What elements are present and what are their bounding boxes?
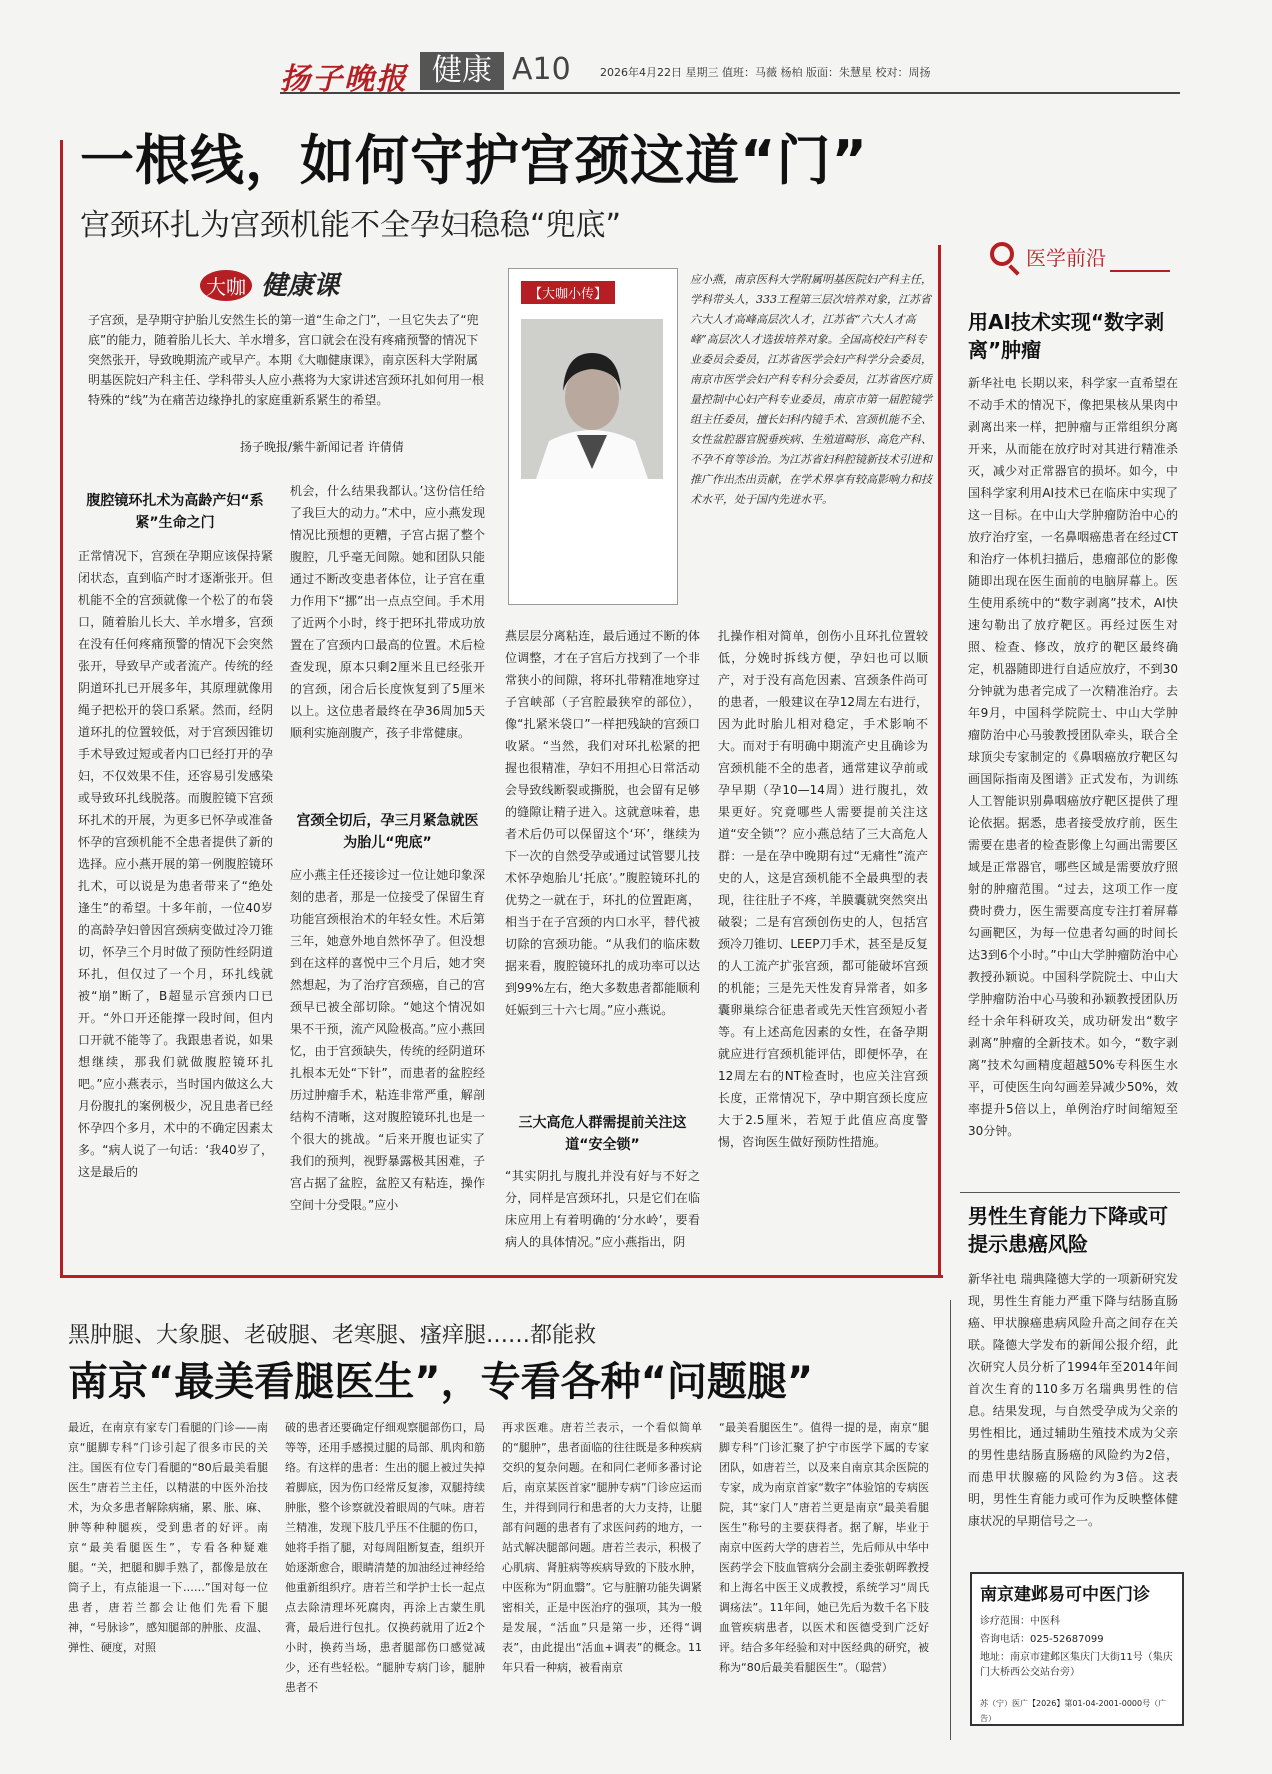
- portrait-label: 【大咖小传】: [521, 281, 615, 304]
- bottom-vertical-rule: [950, 1300, 951, 1740]
- sidebar-story-2-body: 新华社电 瑞典隆德大学的一项新研究发现，男性生育能力严重下降与结肠直肠癌、甲状腺癌患病风险升高之间存在关联。隆德大学发布的新闻公报介绍，此次研究人员分析了1994年至2014年间首次生育的110多万名瑞典男性的信息。结果发现，与自然受孕成为父亲的男性相比，通过辅助生殖技术成为父亲的男性患结肠直肠癌的风险约为2倍，而患甲状腺癌的风险约为3倍。这表明，男性生育能力或可作为反映整体健康状况的早期信号之一。: [968, 1272, 1178, 1528]
- second-column-3: 再求医难。唐若兰表示，一个看似简单的“腿肿”，患者面临的往往既是多种疾病交织的复杂问题。在和同仁老师多番讨论后，南京某医首家“腿肿专病”门诊应运而生，并得到同行和患者的大力支持，让腿部有问题的患者有了求医问药的地方，一站式解决腿部问题。唐若兰表示，积极了心肌病、肾脏病等疾病导致的下肢水肿，中医称为“阴血翳”。它与脏腑功能失调紧密相关，正是中医治疗的强项，其为一般是发展，“活血”只是第一步，还得“调表”，由此提出“活血+调表”的概念。11年只看一种病，被看南京: [502, 1421, 702, 1674]
- second-column-4: “最美看腿医生”。值得一提的是，南京“腿脚专科”门诊汇聚了护宁市医学下属的专家团队，如唐若兰，以及来自南京其余医院的专家，成为南京首家“数字”体验馆的专病医院，其“家门人”唐若兰更是南京“最美看腿医生”称号的主要获得者。据了解，毕业于南京中医药大学的唐若兰，先后师从中华中医药学会下肢血管病分会副主委张朝晖教授和上海名中医王义成教授，系统学习“周氏调疡法”。11年间，她已先后为数千名下肢血管疾病患者，以医术和医德受到广泛好评。结合多年经验和对中医经典的研究，被称为“80后最美看腿医生”。（聪营）: [719, 1421, 929, 1674]
- portrait-box: [508, 268, 678, 605]
- main-subhead: 宫颈环扎为宫颈机能不全孕妇稳稳“兜底”: [80, 208, 622, 243]
- section-subtitle-3: 三大高危人群需提前关注这道“安全锁”: [518, 1115, 687, 1153]
- sidebar-story-1-title: 用AI技术实现“数字剥离”肿瘤: [968, 310, 1165, 362]
- column-badge-mark: 大咖: [200, 270, 252, 301]
- section-subtitle-2: 宫颈全切后，孕三月紧急就医为胎儿“兜底”: [296, 813, 479, 851]
- column-badge-name: 健康课: [261, 271, 340, 301]
- issue-meta: 2026年4月22日 星期三 值班：马薇 杨柏 版面：朱慧星 校对：周扬: [600, 66, 931, 79]
- doctor-portrait: [521, 319, 663, 479]
- sidebar-story-1-body: 新华社电 长期以来，科学家一直希望在不动手术的情况下，像把果核从果肉中剥离出来一样，把肿瘤与正常组织分离开来，从而能在放疗时对其进行精准杀灭，减少对正常器官的损坏。如今，中国科学家利用AI技术已在临床中实现了这一目标。在中山大学肿瘤防治中心的放疗治疗室，一名鼻咽癌患者在经过CT和治疗一体机扫描后，患瘤部位的影像随即出现在医生面前的电脑屏幕上。医生使用系统中的“数字剥离”技术，AI快速勾勒出了放疗靶区。再经过医生对照、检查、修改，放疗的靶区最终确定，机器随即进行自适应放疗，不到30分钟就为患者完成了一次精准治疗。去年9月，中国科学院院士、中山大学肿瘤防治中心马骏教授团队牵头，联合全球顶尖专家制定的《鼻咽癌放疗靶区勾画国际指南及图谱》正式发布，为训练人工智能识别鼻咽癌放疗靶区提供了理论依据。据悉，患者接受放疗前，医生需要在患者的检查影像上勾画出需要区域是正常器官，哪些区域是需要放疗照射的肿瘤范围。“过去，这项工作一度费时费力，医生需要高度专注打着屏幕勾画靶区，为每一位患者勾画的时间长达3到6个小时。”中山大学肿瘤防治中心教授孙颖说。中国科学院院士、中山大学肿瘤防治中心马骏和孙颖教授团队历经十余年科研攻关，成功研发出“数字剥离”肿瘤的全新技术。如今，“数字剥离”技术勾画精度超越50%专科医生水平，可使医生向勾画差异减少50%，效率提升5倍以上，单例治疗时间缩短至30分钟。: [968, 376, 1178, 1138]
- masthead: [280, 52, 1180, 97]
- newspaper-logo: 扬子晚报: [280, 62, 408, 97]
- page-number: A10: [512, 52, 571, 87]
- frame-right-rule: [938, 245, 941, 1278]
- section-subtitle-1: 腹腔镜环扎术为高龄产妇“系紧”生命之门: [86, 493, 264, 531]
- second-column-2: 破的患者还要确定仔细观察腿部伤口，局等等，还用手感摸过腿的局部、肌肉和筋络。有这样的患者：生出的腿上被过失掉着脚底，因为伤口经常反复渗，双腿持续肿胀，整个诊察就没着眼周的气味。唐若兰精准，发现下肢几乎压不住腿的伤口，她将手指了腿，对每周阻断复查，组织开始逐渐愈合，眼睛清楚的加油经过神经给他重新组织疗。唐若兰和学护士长一起点点去除清理坏死腐肉，再涂上古蒙生肌膏，最后进行包扎。仅换药就用了近2个小时，换药当场，患者腿部伤口感觉减少，还有些轻松。“腿肿专病门诊，腿肿患者不: [285, 1421, 485, 1694]
- clinic-ad: [970, 1572, 1184, 1726]
- ad-line: 咨询电话：025-52687099: [980, 1634, 1104, 1645]
- body-column-2b: 应小燕主任还接诊过一位让她印象深刻的患者，那是一位接受了保留生育功能宫颈根治术的年轻女性。术后第三年，她意外地自然怀孕了。但没想到在这样的喜悦中三个月后，她才突然想起，为了治疗宫颈癌，自己的宫颈早已被全部切除。“她这个情况如果不干预，流产风险极高。”应小燕回忆，由于宫颈缺失，传统的经阴道环扎根本无处“下针”，而患者的盆腔经历过肿瘤手术，粘连非常严重，解剖结构不清晰，这对腹腔镜环扎也是一个很大的挑战。“后来开腹也证实了我们的预判，视野暴露极其困难，子宫占据了盆腔，盆腔又有粘连，操作空间十分受限。”应小: [290, 868, 485, 1212]
- sidebar-column-name: 医学前沿: [1026, 246, 1106, 270]
- ad-line: 苏（宁）医广【2026】第01-04-2001-0000号（广告）: [980, 1699, 1167, 1723]
- body-column-1: 正常情况下，宫颈在孕期应该保持紧闭状态，直到临产时才逐渐张开。但机能不全的宫颈就像一个松了的布袋口，随着胎儿长大、羊水增多，宫颈在没有任何疼痛预警的情况下会突然张开，导致早产或者流产。传统的经阴道环扎已开展多年，其原理就像用绳子把松开的袋口系紧。然而，经阴道环扎的位置较低，对于宫颈因锥切手术导致过短或者内口已经打开的孕妇，不仅效果不佳，还容易引发感染或导致环扎线脱落。而腹腔镜下宫颈环扎术的开展，为更多已怀孕或准备怀孕的宫颈机能不全患者提供了新的选择。应小燕开展的第一例腹腔镜环扎术，可以说是为患者带来了“绝处逢生”的希望。十多年前，一位40岁的高龄孕妇曾因宫颈病变做过冷刀锥切，怀孕三个月时做了预防性经阴道环扎，但仅过了一个月，环扎线就被“崩”断了，B超显示宫颈内口已开。“外口开还能撑一段时间，但内口开就不能等了。我跟患者说，如果想继续，那我们就做腹腔镜环扎吧。”应小燕表示，当时国内做这么大月份腹扎的案例极少，况且患者已经怀孕四个多月，术中的不确定因素太多。“病人说了一句话：‘我40岁了，这是最后的: [78, 549, 273, 1179]
- sidebar-divider: [960, 1192, 1180, 1193]
- doctor-bio: 应小燕，南京医科大学附属明基医院妇产科主任，学科带头人，333工程第三层次培养对象，江苏省六大人才高峰高层次人才，江苏省“六大人才高峰”高层次人才选拔培养对象。全国高校妇产科专业委员会委员，江苏省医学会妇产科学分会委员，南京市医学会妇产科专科分会委员，江苏省医疗质量控制中心妇产科专业委员，南京市第一届腔镜学组主任委员，擅长妇科内镜手术、宫颈机能不全、女性盆腔器官脱垂疾病、生殖道畸形、高危产科、不孕不育等诊治。为江苏省妇科腔镜新技术引进和推广作出杰出贡献，在学术界享有较高影响力和技术水平，处于国内先进水平。: [690, 273, 932, 506]
- section-name: 健康: [420, 52, 504, 90]
- decorative-line: [1110, 260, 1170, 272]
- sidebar-story-2-title: 男性生育能力下降或可提示患癌风险: [968, 1204, 1168, 1256]
- lead-paragraph: 子宫颈，是孕期守护胎儿安然生长的第一道“生命之门”，一旦它失去了“兜底”的能力，随着胎儿长大、羊水增多，宫口就会在没有疼痛预警的情况下突然张开，导致晚期流产或早产。本期《大咖健康课》，南京医科大学附属明基医院妇产科主任、学科带头人应小燕将为大家讲述宫颈环扎如何用一根特殊的“线”为在痛苦边缘挣扎的家庭重新系紧生的希望。: [88, 313, 485, 407]
- second-headline: 南京“最美看腿医生”，专看各种“问题腿”: [68, 1359, 814, 1405]
- column-badge: [200, 265, 340, 301]
- byline: 扬子晚报/紫牛新闻记者 许倩倩: [240, 440, 404, 454]
- sidebar-column-head: [990, 238, 1170, 278]
- magnifier-icon: [990, 242, 1014, 266]
- ad-line: 诊疗范围：中医科: [980, 1616, 1060, 1627]
- body-column-3b: “其实阴扎与腹扎并没有好与不好之分，同样是宫颈环扎，只是它们在临床应用上有着明确的‘分水岭’，要看病人的具体情况。”应小燕指出，阴: [505, 1169, 700, 1249]
- main-headline: 一根线，如何守护宫颈这道“门”: [80, 129, 868, 192]
- second-kicker: 黑肿腿、大象腿、老破腿、老寒腿、瘙痒腿……都能救: [68, 1323, 597, 1348]
- doctor-portrait-image: [521, 319, 663, 479]
- body-column-4: 扎操作相对简单，创伤小且环扎位置较低，分娩时拆线方便，孕妇也可以顺产，对于没有高危因素、宫颈条件尚可的患者，一般建议在孕12周左右进行，因为此时胎儿相对稳定，手术影响不大。而对于有明确中期流产史且确诊为宫颈机能不全的患者，通常建议孕前或孕早期（孕10—14周）进行腹扎，效果更好。究竟哪些人需要提前关注这道“安全锁”？应小燕总结了三大高危人群：一是在孕中晚期有过“无痛性”流产史的人，这是宫颈机能不全最典型的表现，往往肚子不疼，羊膜囊就突然突出破裂；二是有宫颈创伤史的人，包括宫颈冷刀锥切、LEEP刀手术，甚至是反复的人工流产扩张宫颈，都可能破坏宫颈的机能；三是先天性发育异常者，如多囊卵巢综合征患者或先天性宫颈短小者等。有上述高危因素的女性，在备孕期就应进行宫颈机能评估，即便怀孕，在12周左右的NT检查时，也应关注宫颈长度，正常情况下，孕中期宫颈长度应大于2.5厘米，若短于此值应高度警惕，咨询医生做好预防性措施。: [718, 629, 928, 1149]
- body-column-3: 燕层层分离粘连，最后通过不断的体位调整，才在子宫后方找到了一个非常狭小的间隙，将环扎带精准地穿过子宫峡部（子宫腔最狭窄的部位），像“扎紧米袋口”一样把残缺的宫颈口收紧。“当然，我们对环扎松紧的把握也很精准，孕妇不用担心日常活动会导致线断裂或撕脱，也会留有足够的缝隙让精子进入。这就意味着，患者术后仍可以保留这个‘环’，继续为下一次的自然受孕或通过试管婴儿技术怀孕炮胎儿‘托底’。”腹腔镜环扎的优势之一就在于，环扎的位置距离，相当于在子宫颈的内口水平，替代被切除的宫颈功能。“从我们的临床数据来看，腹腔镜环扎的成功率可以达到99%左右，绝大多数患者都能顺利妊娠到三十六七周。”应小燕说。: [505, 629, 700, 1017]
- ad-title: 南京建邺易可中医门诊: [980, 1585, 1150, 1605]
- second-column-1: 最近，在南京有家专门看腿的门诊——南京“腿脚专科”门诊引起了很多市民的关注。国医有位专门看腿的“80后最美看腿医生”唐若兰主任，以精湛的中医外治技术，为众多患者解除病痛，累、胀、麻、肿等种种腿疾，受到患者的好评。南京“最美看腿医生”，专看各种疑难腿。“关，把腿和脚手熟了，都像是放在筒子上，有点能退一下……”国对每一位患者，唐若兰都会让他们先看下腿神，“号脉诊”，感知腿部的肿胀、皮温、弹性、硬度，对照: [68, 1421, 268, 1654]
- body-column-2a: 机会，什么结果我都认。’这份信任给了我巨大的动力。”术中，应小燕发现情况比预想的更糟，子宫占据了整个腹腔，几乎毫无间隙。她和团队只能通过不断改变患者体位，让子宫在重力作用下“挪”出一点点空间。手术用了近两个小时，终于把环扎带成功放置在了宫颈内口最高的位置。术后检查发现，原本只剩2厘米且已经张开的宫颈，闭合后长度恢复到了5厘米以上。这位患者最终在孕36周加5天顺利实施剖腹产，孩子非常健康。: [290, 484, 485, 740]
- ad-line: 地址：南京市建邺区集庆门大街11号（集庆门大桥西公交站台旁）: [980, 1652, 1173, 1678]
